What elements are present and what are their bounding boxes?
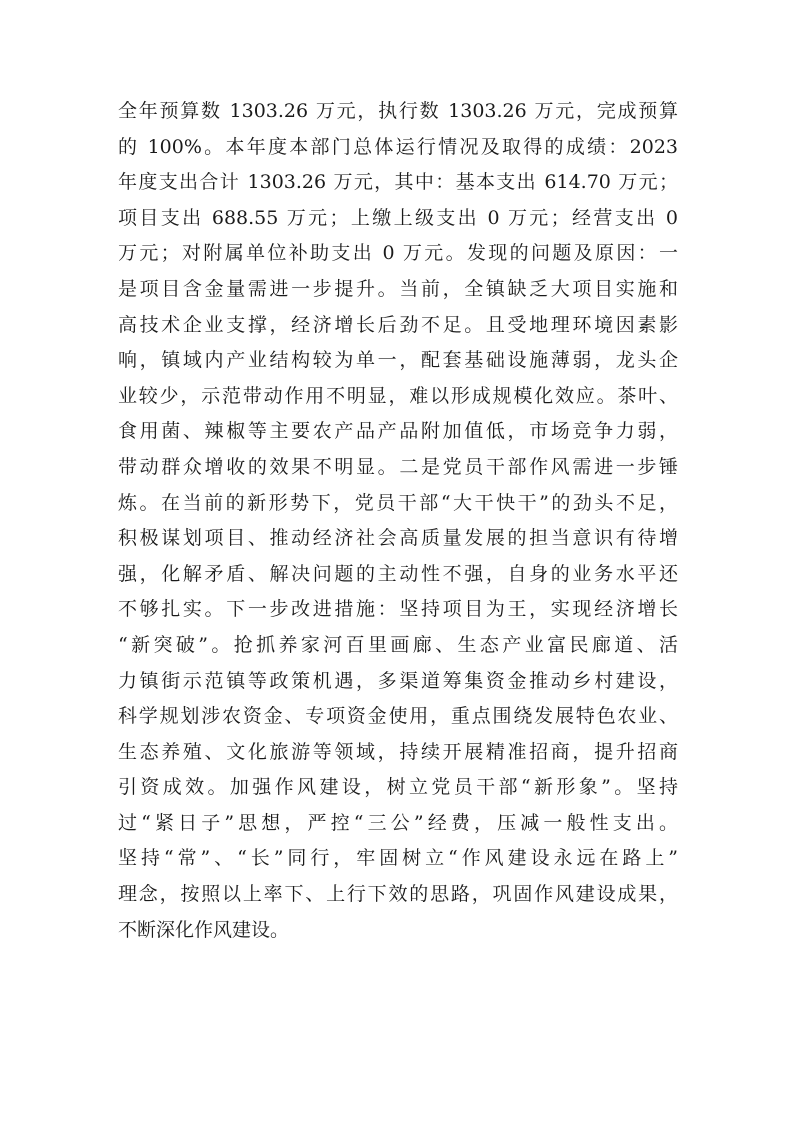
text-line: 科学规划涉农资金、专项资金使用，重点围绕发展特色农业、 [118, 705, 678, 728]
text-line: 理念，按照以上率下、上行下效的思路，巩固作风建设成果， [118, 883, 678, 906]
text-line: 业较少，示范带动作用不明显，难以形成规模化效应。茶叶、 [118, 384, 678, 407]
text-line: 生态养殖、文化旅游等领域，持续开展精准招商，提升招商 [118, 740, 678, 763]
text-line: 食用菌、辣椒等主要农产品产品附加值低，市场竞争力弱， [118, 420, 678, 443]
text-line: 全年预算数 1303.26 万元，执行数 1303.26 万元，完成预算 [118, 100, 678, 122]
text-line: 带动群众增收的效果不明显。二是党员干部作风需进一步锤 [118, 455, 678, 478]
text-line: 万元；对附属单位补助支出 0 万元。发现的问题及原因：一 [118, 242, 678, 265]
text-line: 炼。在当前的新形势下，党员干部“大干快干”的劲头不足， [118, 491, 678, 514]
text-line: “新突破”。抢抓养家河百里画廊、生态产业富民廊道、活 [118, 633, 678, 656]
text-line: 项目支出 688.55 万元；上缴上级支出 0 万元；经营支出 0 [118, 206, 678, 229]
text-line: 不断深化作风建设。 [118, 918, 290, 941]
text-line: 过“紧日子”思想，严控“三公”经费，压减一般性支出。 [118, 811, 678, 834]
text-line: 坚持“常”、“长”同行，牢固树立“作风建设永远在路上” [118, 847, 678, 870]
text-line: 年度支出合计 1303.26 万元，其中：基本支出 614.70 万元； [118, 171, 678, 194]
text-line: 高技术企业支撑，经济增长后劲不足。且受地理环境因素影 [118, 313, 678, 336]
text-line: 的 100%。本年度本部门总体运行情况及取得的成绩：2023 [118, 135, 678, 158]
text-line: 力镇街示范镇等政策机遇，多渠道筹集资金推动乡村建设， [118, 669, 678, 692]
text-line: 强，化解矛盾、解决问题的主动性不强，自身的业务水平还 [118, 562, 678, 585]
text-line: 是项目含金量需进一步提升。当前，全镇缺乏大项目实施和 [118, 277, 678, 300]
text-line: 响，镇域内产业结构较为单一，配套基础设施薄弱，龙头企 [118, 349, 678, 372]
body-paragraph [118, 94, 678, 948]
text-line: 引资成效。加强作风建设，树立党员干部“新形象”。坚持 [118, 776, 678, 799]
text-line: 不够扎实。下一步改进措施：坚持项目为王，实现经济增长 [118, 598, 678, 621]
text-line: 积极谋划项目、推动经济社会高质量发展的担当意识有待增 [118, 527, 678, 550]
